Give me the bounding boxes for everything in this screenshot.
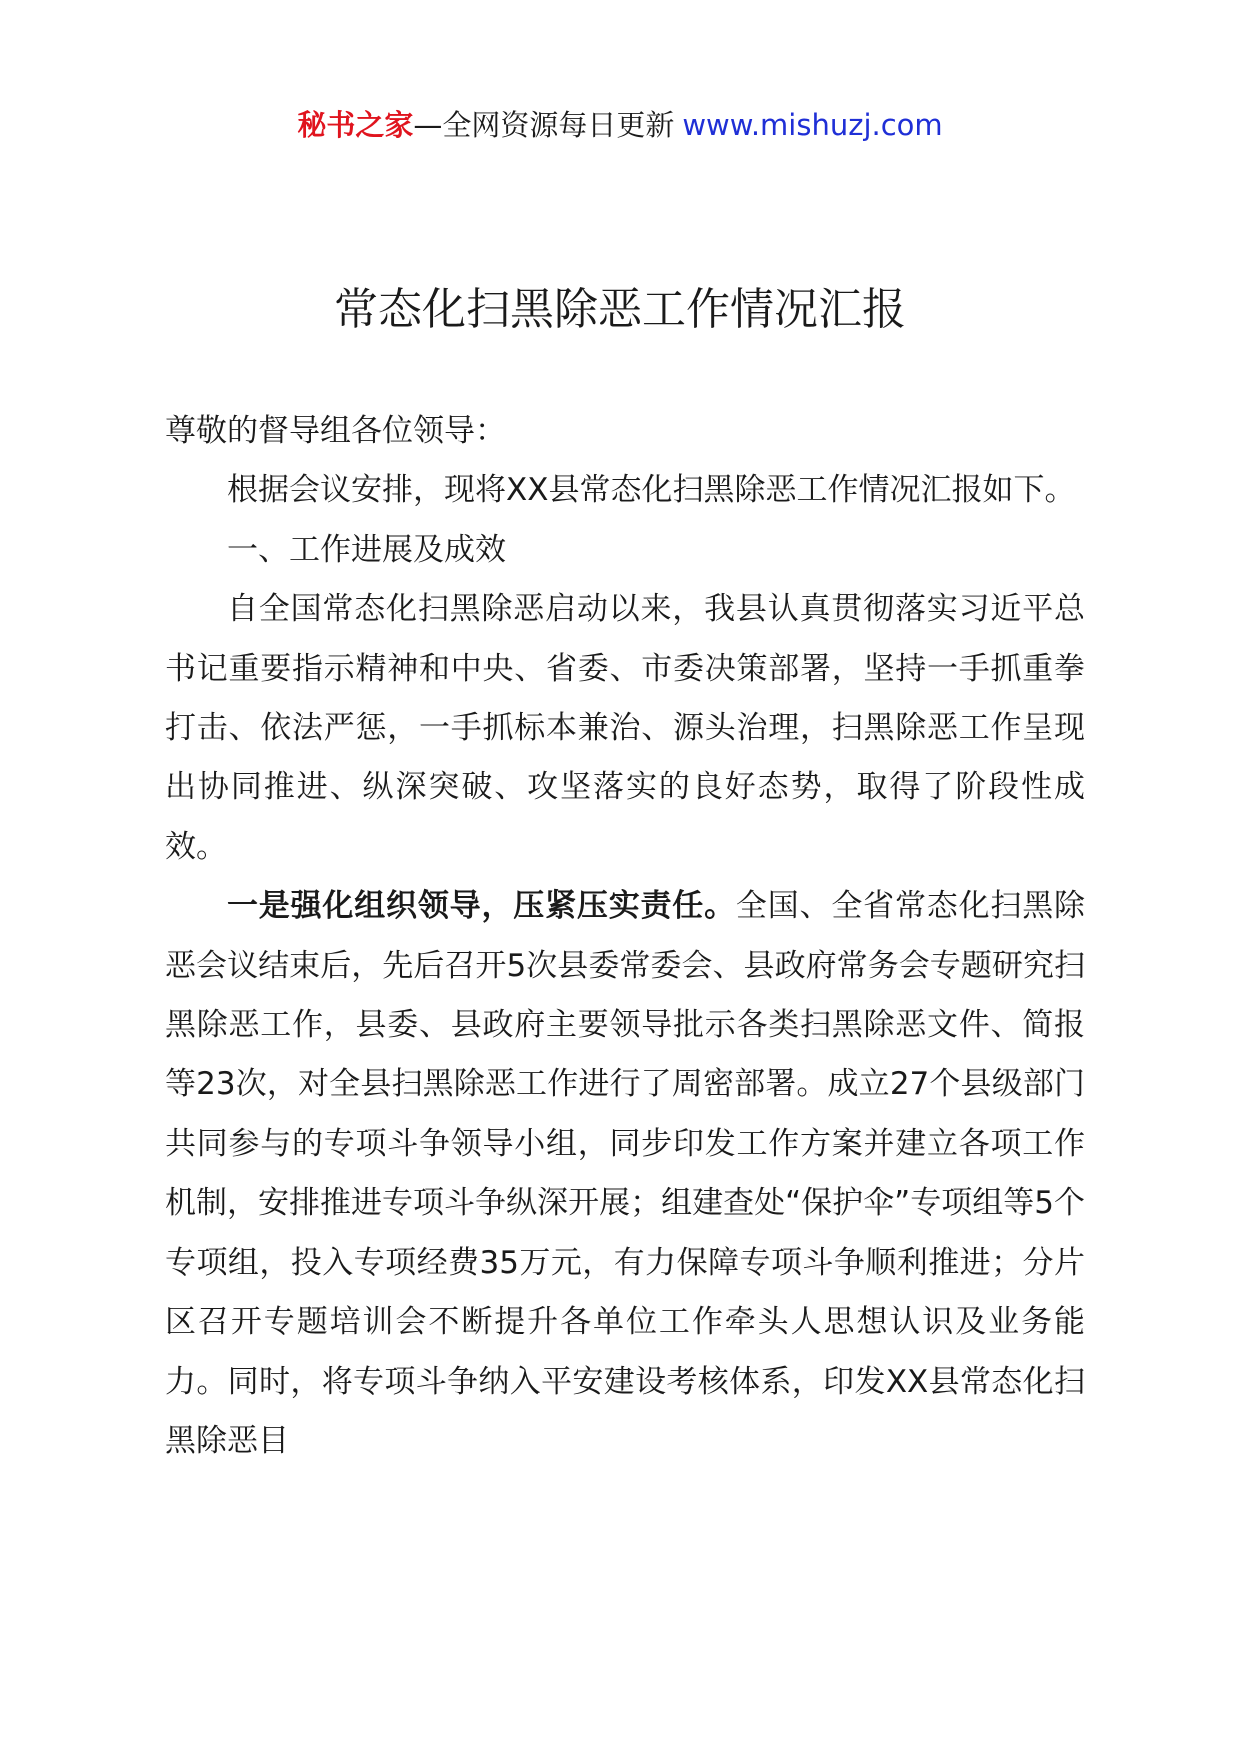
salutation: 尊敬的督导组各位领导：	[165, 413, 506, 449]
paragraph-organization	[165, 877, 1085, 1471]
intro-paragraph: 根据会议安排，现将XX县常态化扫黑除恶工作情况汇报如下。	[227, 472, 1076, 509]
section-heading: 一、工作进展及成效	[227, 531, 506, 568]
site-url-link[interactable]: www.mishuzj.com	[682, 108, 943, 142]
document-title: 常态化扫黑除恶工作情况汇报	[334, 284, 906, 335]
header-tagline: —全网资源每日更新	[413, 108, 675, 142]
paragraph-lead-bold: 一是强化组织领导，压紧压实责任。	[227, 888, 736, 925]
brand-name: 秘书之家	[297, 108, 414, 142]
paragraph-progress: 自全国常态化扫黑除恶启动以来，我县认真贯彻落实习近平总书记重要指示精神和中央、省委、市委决策部署，坚持一手抓重拳打击、依法严惩，一手抓标本兼治、源头治理，扫黑除恶工作呈现出协同推进、纵深突破、攻坚落实的良好态势，取得了阶段性成效。	[165, 591, 1085, 865]
document-body	[165, 402, 1085, 1471]
paragraph-organization-body: 全国、全省常态化扫黑除恶会议结束后，先后召开5次县委常委会、县政府常务会专题研究扫黑除恶工作，县委、县政府主要领导批示各类扫黑除恶文件、简报等23次，对全县扫黑除恶工作进行了周密部署。成立27个县级部门共同参与的专项斗争领导小组，同步印发工作方案并建立各项工作机制，安排推进专项斗争纵深开展；组建查处“保护伞”专项组等5个专项组，投入专项经费35万元，有力保障专项斗争顺利推进；分片区召开专题培训会不断提升各单位工作牵头人思想认识及业务能力。同时，将专项斗争纳入平安建设考核体系，印发XX县常态化扫黑除恶目	[165, 888, 1085, 1459]
site-header	[0, 100, 1240, 150]
